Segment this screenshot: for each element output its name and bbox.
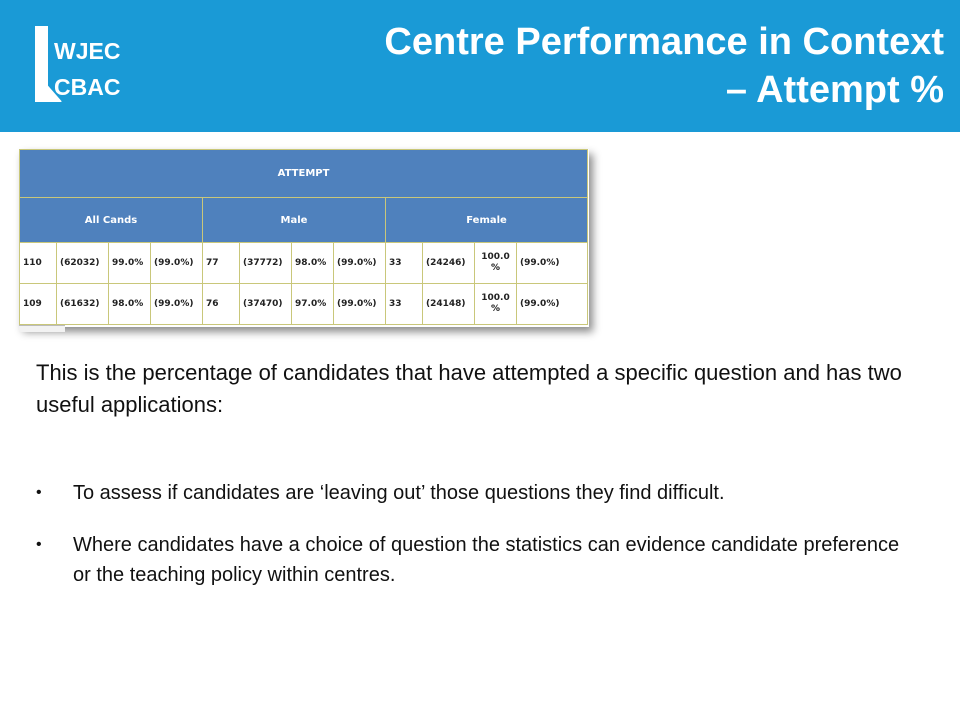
table-row xyxy=(20,243,588,284)
table-cell: 98.0% xyxy=(109,284,151,325)
table-cell: 100.0 % xyxy=(475,284,517,325)
table-cell: 100.0 % xyxy=(475,243,517,284)
bullet-dot: • xyxy=(36,484,42,501)
attempt-table xyxy=(19,149,588,325)
table-cell: (37772) xyxy=(240,243,292,284)
table-cell: 98.0% xyxy=(292,243,334,284)
table-cell: (99.0%) xyxy=(517,284,588,325)
header-bar xyxy=(0,0,960,132)
group-header-all-cands: All Cands xyxy=(20,198,203,243)
table-cell: (99.0%) xyxy=(151,243,203,284)
table-cell: (99.0%) xyxy=(334,284,386,325)
table-cell: (24246) xyxy=(423,243,475,284)
table-row xyxy=(20,284,588,325)
table-cell: (24148) xyxy=(423,284,475,325)
attempt-table-image xyxy=(19,149,589,327)
page-title xyxy=(384,18,944,114)
group-header-male: Male xyxy=(203,198,386,243)
table-cell: 76 xyxy=(203,284,240,325)
logo-text-wjec: WJEC xyxy=(54,38,121,64)
table-group-row xyxy=(20,198,588,243)
title-line-1: Centre Performance in Context xyxy=(384,21,944,63)
logo-text-cbac: CBAC xyxy=(54,74,121,100)
table-cell: 110 xyxy=(20,243,57,284)
table-cell: 33 xyxy=(386,284,423,325)
table-cell: 109 xyxy=(20,284,57,325)
list-item xyxy=(36,478,916,508)
table-title: ATTEMPT xyxy=(20,150,588,198)
bullet-text: To assess if candidates are ‘leaving out’ those questions they find difficult. xyxy=(73,482,725,504)
table-cell: (99.0%) xyxy=(517,243,588,284)
table-cell: 97.0% xyxy=(292,284,334,325)
table-cell: 33 xyxy=(386,243,423,284)
table-title-row xyxy=(20,150,588,198)
intro-paragraph: This is the percentage of candidates that have attempted a specific question and has two useful applications: xyxy=(36,360,902,417)
title-line-2: – Attempt % xyxy=(725,69,944,111)
bullet-list xyxy=(36,478,916,612)
table-cell: (99.0%) xyxy=(151,284,203,325)
table-cell: 77 xyxy=(203,243,240,284)
bullet-text: Where candidates have a choice of question the statistics can evidence candidate preference or the teaching policy within centres. xyxy=(73,534,900,586)
bullet-dot: • xyxy=(36,536,42,553)
table-cell: (99.0%) xyxy=(334,243,386,284)
list-item xyxy=(36,530,916,590)
table-cell: (62032) xyxy=(57,243,109,284)
table-cell: (37470) xyxy=(240,284,292,325)
group-header-female: Female xyxy=(386,198,588,243)
table-cell: (61632) xyxy=(57,284,109,325)
table-sheet-stub xyxy=(19,325,65,332)
table-cell: 99.0% xyxy=(109,243,151,284)
